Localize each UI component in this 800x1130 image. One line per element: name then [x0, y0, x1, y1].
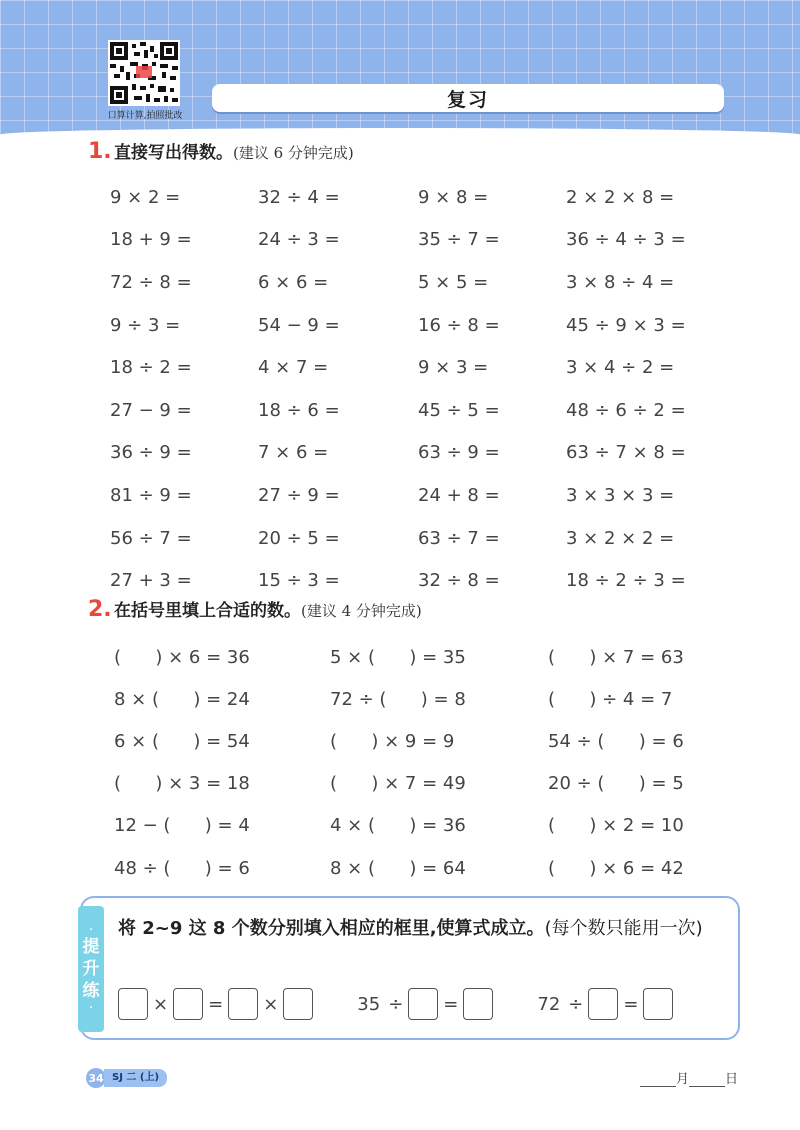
math-problem[interactable]: 15 ÷ 3 =	[258, 570, 340, 592]
section-2-note: (建议 4 分钟完成)	[301, 602, 422, 620]
tag-char-1: 提	[82, 937, 100, 957]
tag-char-3: 练	[82, 981, 100, 1001]
fill-row	[114, 636, 734, 678]
math-problem[interactable]: 9 × 8 =	[418, 186, 489, 208]
tag-char-2: 升	[82, 959, 100, 979]
math-problem[interactable]: 4 × 7 =	[258, 357, 329, 379]
tag-dot-bottom: ·	[88, 1000, 94, 1016]
month-blank[interactable]	[640, 1072, 676, 1087]
fill-row	[114, 847, 734, 889]
mental-math-grid	[110, 176, 710, 602]
section-1-note: (建议 6 分钟完成)	[233, 144, 354, 162]
fill-row	[114, 805, 734, 847]
equals-sign: =	[208, 993, 224, 1015]
day-label: 日	[725, 1072, 739, 1087]
answer-box[interactable]	[408, 988, 438, 1020]
math-problem[interactable]: 5 × 5 =	[418, 271, 489, 293]
answer-box[interactable]	[228, 988, 258, 1020]
fill-in-problem[interactable]: 20 ÷ ( ) = 5	[548, 773, 684, 795]
fill-in-problem[interactable]: 8 × ( ) = 64	[330, 857, 466, 879]
equals-sign: =	[623, 993, 639, 1015]
equals-sign: =	[443, 993, 459, 1015]
math-problem[interactable]: 18 ÷ 2 ÷ 3 =	[566, 570, 686, 592]
qr-code[interactable]	[108, 40, 180, 106]
math-row	[110, 346, 710, 389]
answer-box[interactable]	[643, 988, 673, 1020]
qr-code-icon	[110, 42, 178, 104]
fill-in-problem[interactable]: ( ) × 7 = 63	[548, 646, 684, 668]
fill-in-problem[interactable]: ( ) × 7 = 49	[330, 773, 466, 795]
math-problem[interactable]: 27 ÷ 9 =	[258, 484, 340, 506]
fill-in-problem[interactable]: ( ) ÷ 4 = 7	[548, 688, 673, 710]
number-35: 35	[357, 993, 381, 1015]
fill-in-problem[interactable]: ( ) × 2 = 10	[548, 815, 684, 837]
math-row	[110, 219, 710, 262]
math-row	[110, 517, 710, 560]
math-problem[interactable]: 18 ÷ 6 =	[258, 399, 340, 421]
practice-note: (每个数只能用一次)	[544, 918, 703, 939]
fill-in-problem[interactable]: 8 × ( ) = 24	[114, 688, 250, 710]
math-row	[110, 176, 710, 219]
answer-box[interactable]	[173, 988, 203, 1020]
fill-row	[114, 763, 734, 805]
fill-in-problem[interactable]: 72 ÷ ( ) = 8	[330, 688, 466, 710]
practice-instruction: 将 2~9 这 8 个数分别填入相应的框里,使算式成立。	[118, 918, 545, 939]
math-problem[interactable]: 16 ÷ 8 =	[418, 314, 500, 336]
math-problem[interactable]: 2 × 2 × 8 =	[566, 186, 675, 208]
section-1-heading	[88, 138, 354, 164]
math-row	[110, 474, 710, 517]
times-sign: ×	[263, 993, 279, 1015]
math-problem[interactable]: 45 ÷ 5 =	[418, 399, 500, 421]
math-problem[interactable]: 32 ÷ 4 =	[258, 186, 340, 208]
math-problem[interactable]: 18 ÷ 2 =	[110, 357, 192, 379]
fill-in-problem[interactable]: ( ) × 3 = 18	[114, 773, 250, 795]
qr-caption: 口算计算,拍照批改	[107, 111, 183, 121]
math-problem[interactable]: 24 ÷ 3 =	[258, 229, 340, 251]
math-row	[110, 261, 710, 304]
math-problem[interactable]: 3 × 4 ÷ 2 =	[566, 357, 675, 379]
math-problem[interactable]: 54 − 9 =	[258, 314, 340, 336]
answer-box[interactable]	[118, 988, 148, 1020]
math-problem[interactable]: 9 × 3 =	[418, 357, 489, 379]
math-row	[110, 389, 710, 432]
fill-row	[114, 678, 734, 720]
math-problem[interactable]: 18 + 9 =	[110, 229, 192, 251]
math-problem[interactable]: 45 ÷ 9 × 3 =	[566, 314, 686, 336]
section-2-title: 在括号里填上合适的数。	[114, 601, 301, 621]
day-blank[interactable]	[689, 1072, 725, 1087]
math-problem[interactable]: 9 × 2 =	[110, 186, 181, 208]
date-field	[640, 1068, 738, 1087]
math-problem[interactable]: 3 × 3 × 3 =	[566, 484, 675, 506]
math-problem[interactable]: 36 ÷ 9 =	[110, 442, 192, 464]
answer-box[interactable]	[463, 988, 493, 1020]
math-row	[110, 432, 710, 475]
number-72: 72	[537, 993, 561, 1015]
practice-equations	[118, 988, 673, 1020]
fill-in-problem[interactable]: ( ) × 6 = 42	[548, 857, 684, 879]
math-problem[interactable]: 20 ÷ 5 =	[258, 527, 340, 549]
math-row	[110, 304, 710, 347]
math-problem[interactable]: 35 ÷ 7 =	[418, 229, 500, 251]
divide-sign: ÷	[388, 993, 404, 1015]
fill-in-problem[interactable]: 4 × ( ) = 36	[330, 815, 466, 837]
fill-in-problem[interactable]: 48 ÷ ( ) = 6	[114, 857, 250, 879]
math-problem[interactable]: 72 ÷ 8 =	[110, 271, 192, 293]
fill-in-grid	[114, 636, 734, 889]
title-bar	[212, 84, 724, 112]
fill-in-problem[interactable]: 6 × ( ) = 54	[114, 730, 250, 752]
answer-box[interactable]	[283, 988, 313, 1020]
answer-box[interactable]	[588, 988, 618, 1020]
math-problem[interactable]: 63 ÷ 9 =	[418, 442, 500, 464]
practice-tag	[78, 906, 104, 1032]
grade-tag: SJ 二 (上)	[104, 1069, 167, 1087]
math-problem[interactable]: 3 × 8 ÷ 4 =	[566, 271, 675, 293]
section-1-title: 直接写出得数。	[114, 143, 233, 163]
fill-in-problem[interactable]: 54 ÷ ( ) = 6	[548, 730, 684, 752]
math-problem[interactable]: 63 ÷ 7 =	[418, 527, 500, 549]
math-problem[interactable]: 32 ÷ 8 =	[418, 570, 500, 592]
math-problem[interactable]: 48 ÷ 6 ÷ 2 =	[566, 399, 686, 421]
section-1-number: 1.	[88, 139, 112, 164]
math-problem[interactable]: 81 ÷ 9 =	[110, 484, 192, 506]
math-problem[interactable]: 24 + 8 =	[418, 484, 500, 506]
footer-badge	[86, 1068, 167, 1088]
math-problem[interactable]: 63 ÷ 7 × 8 =	[566, 442, 686, 464]
math-problem[interactable]: 9 ÷ 3 =	[110, 314, 181, 336]
math-problem[interactable]: 27 − 9 =	[110, 399, 192, 421]
fill-row	[114, 720, 734, 762]
divide-sign: ÷	[568, 993, 584, 1015]
fill-in-problem[interactable]: ( ) × 6 = 36	[114, 646, 250, 668]
times-sign: ×	[153, 993, 169, 1015]
practice-problem-text	[118, 912, 728, 946]
math-problem[interactable]: 7 × 6 =	[258, 442, 329, 464]
fill-in-problem[interactable]: 12 − ( ) = 4	[114, 815, 250, 837]
page-title: 复习	[446, 88, 489, 111]
section-2-heading	[88, 596, 422, 622]
math-problem[interactable]: 56 ÷ 7 =	[110, 527, 192, 549]
page-number: 34	[86, 1068, 106, 1088]
month-label: 月	[676, 1072, 690, 1087]
section-2-number: 2.	[88, 597, 112, 622]
math-problem[interactable]: 27 + 3 =	[110, 570, 192, 592]
fill-in-problem[interactable]: ( ) × 9 = 9	[330, 730, 455, 752]
fill-in-problem[interactable]: 5 × ( ) = 35	[330, 646, 466, 668]
math-problem[interactable]: 6 × 6 =	[258, 271, 329, 293]
tag-dot-top: ·	[88, 922, 94, 938]
math-problem[interactable]: 36 ÷ 4 ÷ 3 =	[566, 229, 686, 251]
math-problem[interactable]: 3 × 2 × 2 =	[566, 527, 675, 549]
